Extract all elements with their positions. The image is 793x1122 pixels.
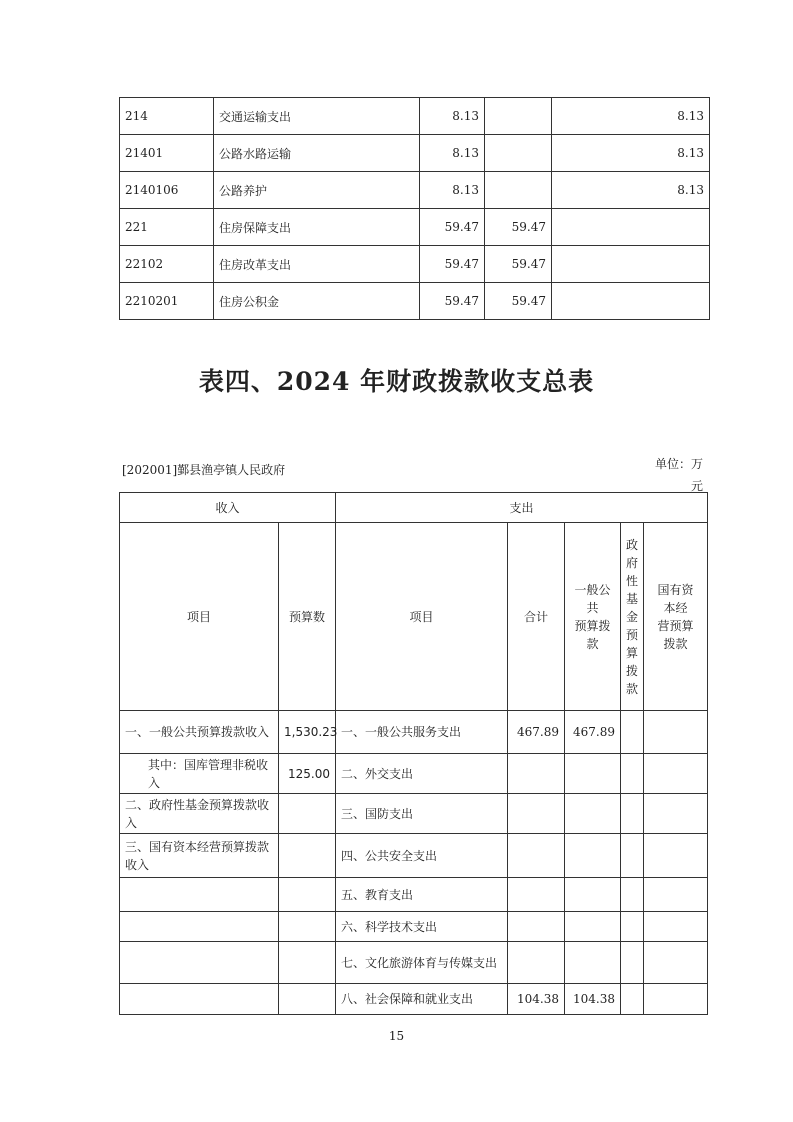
general-budget-cell: 104.38 — [565, 984, 621, 1015]
gov-fund-cell — [621, 754, 644, 794]
expense-item-cell: 二、外交支出 — [336, 754, 508, 794]
income-item-cell — [120, 878, 279, 912]
general-budget-cell — [565, 942, 621, 984]
unit-label — [651, 453, 703, 497]
basic-cell — [485, 135, 552, 172]
top-table-row — [120, 172, 710, 209]
gov-fund-cell — [621, 942, 644, 984]
expense-total-cell — [508, 912, 565, 942]
expense-item-cell: 四、公共安全支出 — [336, 834, 508, 878]
project-cell — [552, 246, 710, 283]
expense-total-cell — [508, 794, 565, 834]
organization-label: [202001]鄞县渔亭镇人民政府 — [122, 463, 286, 477]
expense-header: 支出 — [336, 493, 708, 523]
general-budget-cell — [565, 834, 621, 878]
project-cell: 8.13 — [552, 172, 710, 209]
state-capital-cell — [644, 878, 708, 912]
expense-item-cell: 三、国防支出 — [336, 794, 508, 834]
income-value-cell — [279, 794, 336, 834]
summary-table-row — [120, 942, 708, 984]
expense-total-cell — [508, 754, 565, 794]
name-cell: 公路水路运输 — [214, 135, 420, 172]
income-value-cell: 125.00 — [279, 754, 336, 794]
state-capital-header: 国有资 本经 营预算 拨款 — [644, 523, 708, 711]
code-cell: 22102 — [120, 246, 214, 283]
summary-table-row — [120, 834, 708, 878]
basic-cell: 59.47 — [485, 283, 552, 320]
expense-total-cell — [508, 942, 565, 984]
expense-total-cell — [508, 834, 565, 878]
expense-item-cell: 一、一般公共服务支出 — [336, 711, 508, 754]
top-table-row — [120, 209, 710, 246]
total-cell: 8.13 — [420, 172, 485, 209]
general-budget-cell — [565, 878, 621, 912]
gov-fund-cell — [621, 878, 644, 912]
expense-total-cell: 104.38 — [508, 984, 565, 1015]
basic-cell — [485, 98, 552, 135]
general-budget-cell: 467.89 — [565, 711, 621, 754]
code-cell: 214 — [120, 98, 214, 135]
income-item-cell: 三、国有资本经营预算拨款收入 — [120, 834, 279, 878]
name-cell: 交通运输支出 — [214, 98, 420, 135]
gov-fund-cell — [621, 711, 644, 754]
gov-fund-cell — [621, 834, 644, 878]
state-capital-cell — [644, 912, 708, 942]
top-table-row — [120, 246, 710, 283]
state-capital-cell — [644, 711, 708, 754]
state-capital-cell — [644, 834, 708, 878]
expense-item-cell: 七、文化旅游体育与传媒支出 — [336, 942, 508, 984]
project-cell: 8.13 — [552, 135, 710, 172]
income-value-cell — [279, 878, 336, 912]
name-cell: 住房保障支出 — [214, 209, 420, 246]
state-capital-cell — [644, 984, 708, 1015]
page-title: 表四、2024 年财政拨款收支总表 — [198, 367, 595, 396]
code-cell: 2140106 — [120, 172, 214, 209]
top-table-row — [120, 98, 710, 135]
expense-item-cell: 八、社会保障和就业支出 — [336, 984, 508, 1015]
income-value-cell — [279, 834, 336, 878]
gov-fund-header: 政 府 性 基 金 预 算 拨 款 — [621, 523, 644, 711]
basic-cell — [485, 172, 552, 209]
budget-header: 预算数 — [279, 523, 336, 711]
total-cell: 59.47 — [420, 283, 485, 320]
income-value-cell — [279, 912, 336, 942]
income-header: 收入 — [120, 493, 336, 523]
project-cell — [552, 283, 710, 320]
income-item-cell: 其中：国库管理非税收入 — [120, 754, 279, 794]
expense-item-header: 项目 — [336, 523, 508, 711]
fiscal-summary-table — [119, 492, 708, 1015]
name-cell: 住房公积金 — [214, 283, 420, 320]
top-table-row — [120, 135, 710, 172]
income-item-cell — [120, 942, 279, 984]
summary-table-row — [120, 711, 708, 754]
income-item-cell: 二、政府性基金预算拨款收入 — [120, 794, 279, 834]
general-budget-cell — [565, 794, 621, 834]
income-value-cell — [279, 984, 336, 1015]
unit-label-line1: 单位：万 — [654, 457, 703, 471]
code-cell: 2210201 — [120, 283, 214, 320]
project-cell: 8.13 — [552, 98, 710, 135]
page-number: 15 — [388, 1029, 405, 1043]
basic-cell: 59.47 — [485, 209, 552, 246]
top-table-row — [120, 283, 710, 320]
summary-table-row — [120, 984, 708, 1015]
summary-table-row — [120, 912, 708, 942]
state-capital-cell — [644, 754, 708, 794]
income-item-header: 项目 — [120, 523, 279, 711]
general-budget-cell — [565, 912, 621, 942]
summary-table-row — [120, 754, 708, 794]
total-cell: 8.13 — [420, 98, 485, 135]
code-cell: 21401 — [120, 135, 214, 172]
total-cell: 59.47 — [420, 246, 485, 283]
code-cell: 221 — [120, 209, 214, 246]
income-item-cell — [120, 912, 279, 942]
income-item-cell — [120, 984, 279, 1015]
basic-cell: 59.47 — [485, 246, 552, 283]
top-expenditure-table — [119, 97, 710, 320]
expense-total-cell — [508, 878, 565, 912]
gov-fund-cell — [621, 984, 644, 1015]
state-capital-cell — [644, 942, 708, 984]
unit-label-line2: 元 — [690, 479, 703, 493]
expense-item-cell: 六、科学技术支出 — [336, 912, 508, 942]
expense-item-cell: 五、教育支出 — [336, 878, 508, 912]
total-header: 合计 — [508, 523, 565, 711]
summary-table-row — [120, 878, 708, 912]
gov-fund-cell — [621, 794, 644, 834]
income-value-cell — [279, 942, 336, 984]
general-budget-cell — [565, 754, 621, 794]
expense-total-cell: 467.89 — [508, 711, 565, 754]
income-value-cell: 1,530.23 — [279, 711, 336, 754]
name-cell: 公路养护 — [214, 172, 420, 209]
gov-fund-cell — [621, 912, 644, 942]
summary-table-row — [120, 794, 708, 834]
state-capital-cell — [644, 794, 708, 834]
total-cell: 8.13 — [420, 135, 485, 172]
income-item-cell: 一、一般公共预算拨款收入 — [120, 711, 279, 754]
total-cell: 59.47 — [420, 209, 485, 246]
general-budget-header: 一般公 共 预算拨 款 — [565, 523, 621, 711]
name-cell: 住房改革支出 — [214, 246, 420, 283]
project-cell — [552, 209, 710, 246]
